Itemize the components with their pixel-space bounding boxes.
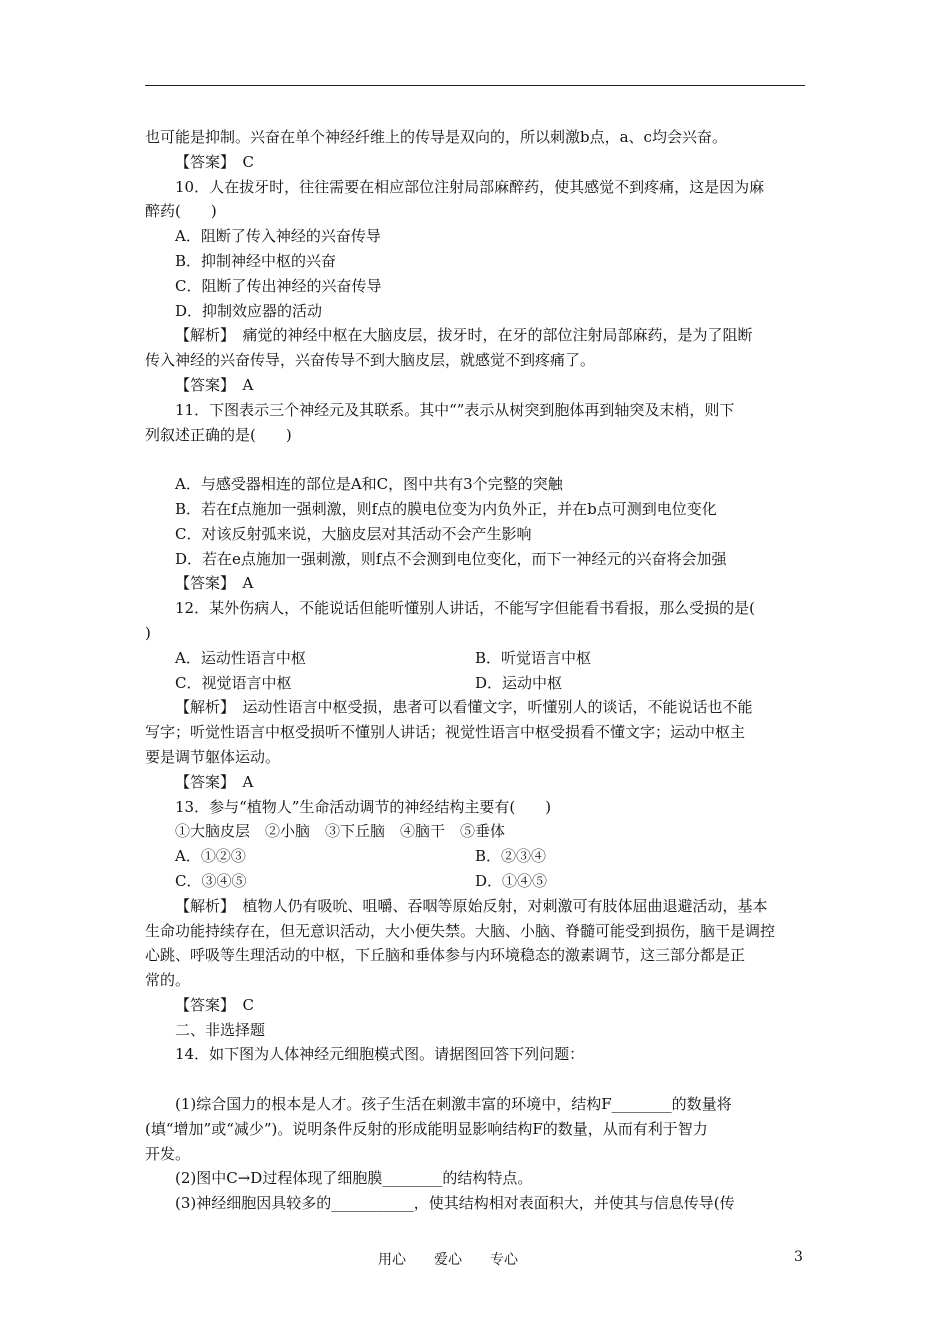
option-c: C．阻断了传出神经的兴奋传导 <box>175 276 382 295</box>
option-row <box>145 671 807 696</box>
question-10: 10．人在拔牙时，往往需要在相应部位注射局部麻醉药，使其感觉不到疼痛，这是因为麻 <box>175 177 765 196</box>
blank-line <box>145 447 807 472</box>
page-number: 3 <box>794 1249 803 1265</box>
question-12: 12．某外伤病人，不能说话但能听懂别人讲话，不能写字但能看书看报，那么受损的是( <box>175 599 755 618</box>
option-c: C．③④⑤ <box>175 871 247 890</box>
answer-line: 【答案】 A <box>175 574 254 593</box>
text-line: 传入神经的兴奋传导，兴奋传导不到大脑皮层，就感觉不到疼痛了。 <box>145 351 596 370</box>
option-d: D．①④⑤ <box>475 871 548 890</box>
structure-list: ①大脑皮层 ②小脑 ③下丘脑 ④脑干 ⑤垂体 <box>175 822 506 841</box>
option-d: D．若在e点施加一强刺激，则f点不会测到电位变化，而下一神经元的兴奋将会加强 <box>175 549 727 568</box>
option-a: A．阻断了传入神经的兴奋传导 <box>175 227 381 246</box>
subquestion-2: (2)图中C→D过程体现了细胞膜________的结构特点。 <box>175 1169 533 1188</box>
option-b: B．②③④ <box>475 847 547 866</box>
option-a: A．运动性语言中枢 <box>175 648 306 667</box>
option-b: B．抑制神经中枢的兴奋 <box>175 251 337 270</box>
answer-line: 【答案】 C <box>175 995 254 1014</box>
text-line: 心跳、呼吸等生理活动的中枢，下丘脑和垂体参与内环境稳态的激素调节，这三部分都是正 <box>145 946 746 965</box>
text-line: 生命功能持续存在，但无意识活动，大小便失禁。大脑、小脑、脊髓可能受到损伤，脑干是调控 <box>145 921 776 940</box>
answer-line: 【答案】 C <box>175 152 254 171</box>
text-line: 常的。 <box>145 971 191 990</box>
text-line: 列叙述正确的是( ) <box>145 425 292 444</box>
answer-line: 【答案】 A <box>175 772 254 791</box>
option-c: C．对该反射弧来说，大脑皮层对其活动不会产生影响 <box>175 524 532 543</box>
text-line: (填“增加”或“减少”)。说明条件反射的形成能明显影响结构F的数量，从而有利于智力 <box>145 1119 708 1138</box>
option-d: D．运动中枢 <box>475 673 563 692</box>
option-b: B．听觉语言中枢 <box>475 648 592 667</box>
option-a: A．与感受器相连的部位是A和C，图中共有3个完整的突触 <box>175 475 563 494</box>
subquestion-3: (3)神经细胞因具较多的___________，使其结构相对表面积大，并使其与信息传导(传 <box>175 1194 735 1213</box>
option-row <box>145 646 807 671</box>
footer-motto: 用心 爱心 专心 <box>378 1252 518 1268</box>
question-13: 13．参与“植物人”生命活动调节的神经结构主要有( ) <box>175 797 552 816</box>
subquestion-1: (1)综合国力的根本是人才。孩子生活在刺激丰富的环境中，结构F________的数量将 <box>175 1095 732 1114</box>
page-body <box>145 125 807 1216</box>
section-heading: 二、非选择题 <box>175 1020 266 1039</box>
option-row <box>145 869 807 894</box>
question-11: 11．下图表示三个神经元及其联系。其中“”表示从树突到胞体再到轴突及末梢，则下 <box>175 400 735 419</box>
option-a: A．①②③ <box>175 847 246 866</box>
analysis-line: 【解析】 痛觉的神经中枢在大脑皮层，拔牙时，在牙的部位注射局部麻药，是为了阻断 <box>175 326 753 345</box>
text-line: 醉药( ) <box>145 202 217 221</box>
blank-line <box>145 1067 807 1092</box>
option-row <box>145 844 807 869</box>
analysis-line: 【解析】 运动性语言中枢受损，患者可以看懂文字，听懂别人的谈话，不能说话也不能 <box>175 698 753 717</box>
analysis-line: 【解析】 植物人仍有吸吮、咀嚼、吞咽等原始反射，对刺激可有肢体屈曲退避活动，基本 <box>175 896 768 915</box>
page-footer <box>0 1249 950 1269</box>
header-rule <box>145 85 805 86</box>
option-b: B．若在f点施加一强刺激，则f点的膜电位变为内负外正，并在b点可测到电位变化 <box>175 499 717 518</box>
question-14: 14．如下图为人体神经元细胞模式图。请据图回答下列问题： <box>175 1045 585 1064</box>
answer-line: 【答案】 A <box>175 375 254 394</box>
option-d: D．抑制效应器的活动 <box>175 301 323 320</box>
text-line: ) <box>145 623 151 642</box>
text-line: 写字；听觉性语言中枢受损听不懂别人讲话；视觉性语言中枢受损看不懂文字；运动中枢主 <box>145 723 746 742</box>
text-line: 要是调节躯体运动。 <box>145 747 281 766</box>
text-line: 开发。 <box>145 1144 191 1163</box>
text-line: 也可能是抑制。兴奋在单个神经纤维上的传导是双向的，所以刺激b点，a、c均会兴奋。 <box>145 128 727 146</box>
option-c: C．视觉语言中枢 <box>175 673 292 692</box>
